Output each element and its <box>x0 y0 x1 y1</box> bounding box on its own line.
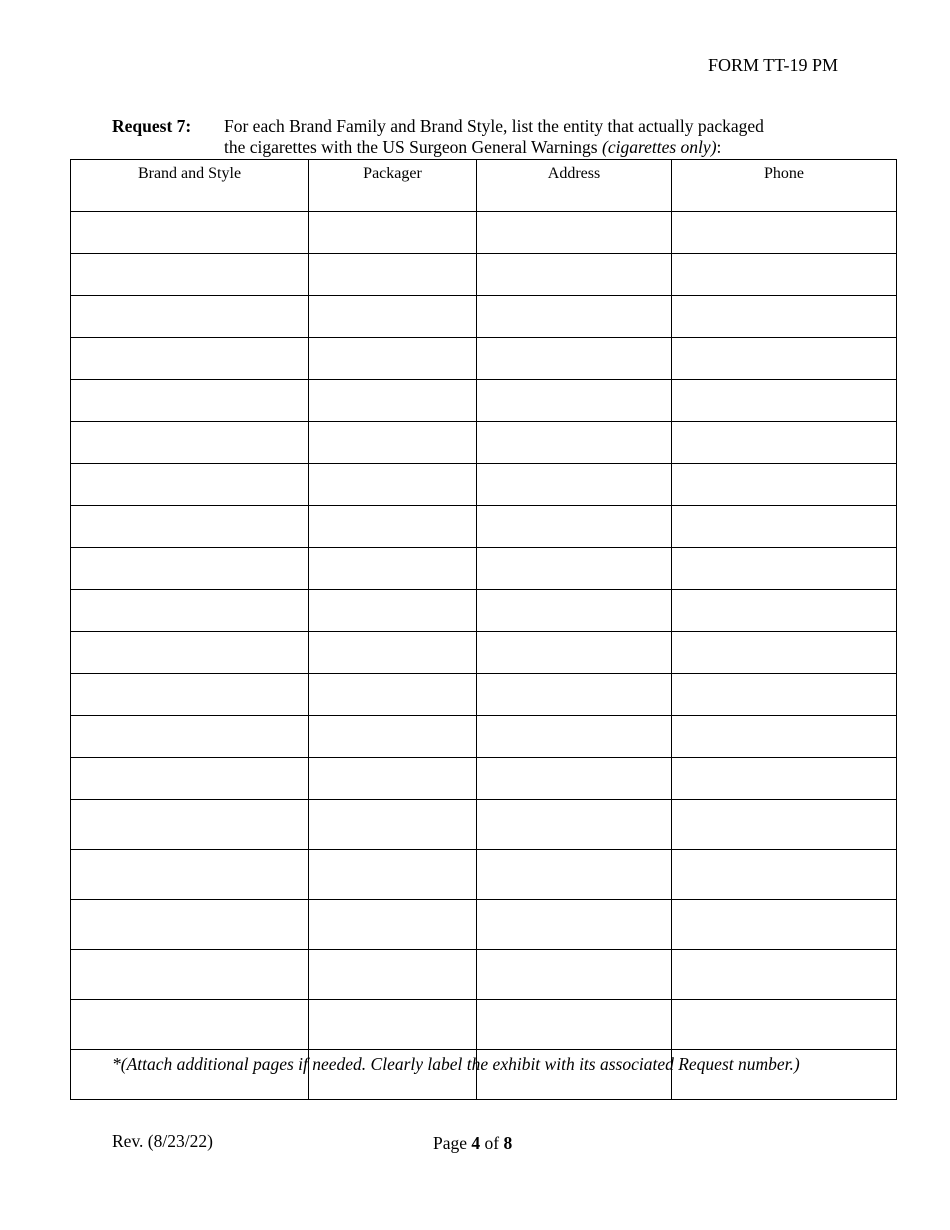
brand-style-cell[interactable] <box>71 548 309 590</box>
packager-cell[interactable] <box>309 338 477 380</box>
address-cell[interactable] <box>477 590 672 632</box>
request-text-line1: For each Brand Family and Brand Style, list the entity that actually packaged <box>224 116 764 136</box>
packager-cell[interactable] <box>309 548 477 590</box>
revision-date: Rev. (8/23/22) <box>112 1131 213 1151</box>
packager-cell[interactable] <box>309 800 477 850</box>
brand-style-cell[interactable] <box>71 1000 309 1050</box>
page-total: 8 <box>503 1133 513 1153</box>
table-header-row <box>71 160 897 212</box>
brand-style-cell[interactable] <box>71 674 309 716</box>
table-row <box>71 900 897 950</box>
address-cell[interactable] <box>477 380 672 422</box>
brand-style-cell[interactable] <box>71 800 309 850</box>
request-instructions <box>224 116 764 158</box>
phone-cell[interactable] <box>672 506 897 548</box>
phone-cell[interactable] <box>672 380 897 422</box>
request-text-qualifier: (cigarettes only) <box>602 137 717 157</box>
packager-cell[interactable] <box>309 464 477 506</box>
phone-cell[interactable] <box>672 1000 897 1050</box>
packager-cell[interactable] <box>309 674 477 716</box>
table-row <box>71 758 897 800</box>
brand-style-cell[interactable] <box>71 590 309 632</box>
table-row <box>71 800 897 850</box>
address-cell[interactable] <box>477 212 672 254</box>
table-row <box>71 212 897 254</box>
table-row <box>71 548 897 590</box>
packager-cell[interactable] <box>309 506 477 548</box>
phone-cell[interactable] <box>672 632 897 674</box>
table-row <box>71 338 897 380</box>
table-row <box>71 1000 897 1050</box>
table-row <box>71 422 897 464</box>
table-row <box>71 716 897 758</box>
brand-style-cell[interactable] <box>71 506 309 548</box>
address-cell[interactable] <box>477 716 672 758</box>
table-row <box>71 590 897 632</box>
address-cell[interactable] <box>477 674 672 716</box>
address-cell[interactable] <box>477 506 672 548</box>
packager-cell[interactable] <box>309 590 477 632</box>
phone-cell[interactable] <box>672 900 897 950</box>
table-row <box>71 674 897 716</box>
page-number <box>433 1133 512 1154</box>
address-cell[interactable] <box>477 800 672 850</box>
address-cell[interactable] <box>477 632 672 674</box>
address-cell[interactable] <box>477 850 672 900</box>
table-row <box>71 850 897 900</box>
address-cell[interactable] <box>477 464 672 506</box>
packager-cell[interactable] <box>309 850 477 900</box>
page-prefix: Page <box>433 1133 472 1153</box>
brand-style-cell[interactable] <box>71 422 309 464</box>
packager-cell[interactable] <box>309 212 477 254</box>
column-header-phone: Phone <box>672 160 897 212</box>
table-row <box>71 506 897 548</box>
address-cell[interactable] <box>477 900 672 950</box>
phone-cell[interactable] <box>672 850 897 900</box>
address-cell[interactable] <box>477 950 672 1000</box>
table-row <box>71 254 897 296</box>
brand-style-cell[interactable] <box>71 632 309 674</box>
request-text-colon: : <box>716 137 722 157</box>
address-cell[interactable] <box>477 422 672 464</box>
brand-style-cell[interactable] <box>71 716 309 758</box>
brand-style-cell[interactable] <box>71 296 309 338</box>
request-text-line2: the cigarettes with the US Surgeon General Warnings <box>224 137 602 157</box>
brand-style-cell[interactable] <box>71 464 309 506</box>
table-row <box>71 632 897 674</box>
brand-style-cell[interactable] <box>71 758 309 800</box>
phone-cell[interactable] <box>672 296 897 338</box>
phone-cell[interactable] <box>672 212 897 254</box>
table-body <box>71 212 897 1100</box>
phone-cell[interactable] <box>672 464 897 506</box>
table-row <box>71 296 897 338</box>
packager-table <box>70 159 897 1100</box>
column-header-brand-style: Brand and Style <box>71 160 309 212</box>
column-header-address: Address <box>477 160 672 212</box>
column-header-packager: Packager <box>309 160 477 212</box>
page-current: 4 <box>471 1133 481 1153</box>
address-cell[interactable] <box>477 254 672 296</box>
form-identifier: FORM TT-19 PM <box>707 55 838 75</box>
phone-cell[interactable] <box>672 254 897 296</box>
phone-cell[interactable] <box>672 338 897 380</box>
brand-style-cell[interactable] <box>71 850 309 900</box>
phone-cell[interactable] <box>672 674 897 716</box>
packager-cell[interactable] <box>309 632 477 674</box>
phone-cell[interactable] <box>672 950 897 1000</box>
address-cell[interactable] <box>477 758 672 800</box>
address-cell[interactable] <box>477 1000 672 1050</box>
phone-cell[interactable] <box>672 590 897 632</box>
phone-cell[interactable] <box>672 422 897 464</box>
phone-cell[interactable] <box>672 548 897 590</box>
packager-cell[interactable] <box>309 380 477 422</box>
packager-cell[interactable] <box>309 296 477 338</box>
packager-cell[interactable] <box>309 422 477 464</box>
brand-style-cell[interactable] <box>71 950 309 1000</box>
phone-cell[interactable] <box>672 716 897 758</box>
packager-cell[interactable] <box>309 758 477 800</box>
phone-cell[interactable] <box>672 758 897 800</box>
packager-cell[interactable] <box>309 1000 477 1050</box>
brand-style-cell[interactable] <box>71 338 309 380</box>
request-label: Request 7: <box>112 116 192 136</box>
page-of: of <box>480 1133 504 1153</box>
packager-cell[interactable] <box>309 950 477 1000</box>
packager-cell[interactable] <box>309 900 477 950</box>
brand-style-cell[interactable] <box>71 380 309 422</box>
attachment-footnote: *(Attach additional pages if needed. Clearly label the exhibit with its associated Request number.) <box>112 1054 800 1074</box>
packager-cell[interactable] <box>309 254 477 296</box>
table-row <box>71 950 897 1000</box>
address-cell[interactable] <box>477 296 672 338</box>
table-row <box>71 380 897 422</box>
address-cell[interactable] <box>477 338 672 380</box>
address-cell[interactable] <box>477 548 672 590</box>
phone-cell[interactable] <box>672 800 897 850</box>
brand-style-cell[interactable] <box>71 212 309 254</box>
brand-style-cell[interactable] <box>71 900 309 950</box>
brand-style-cell[interactable] <box>71 254 309 296</box>
packager-cell[interactable] <box>309 716 477 758</box>
table-row <box>71 464 897 506</box>
